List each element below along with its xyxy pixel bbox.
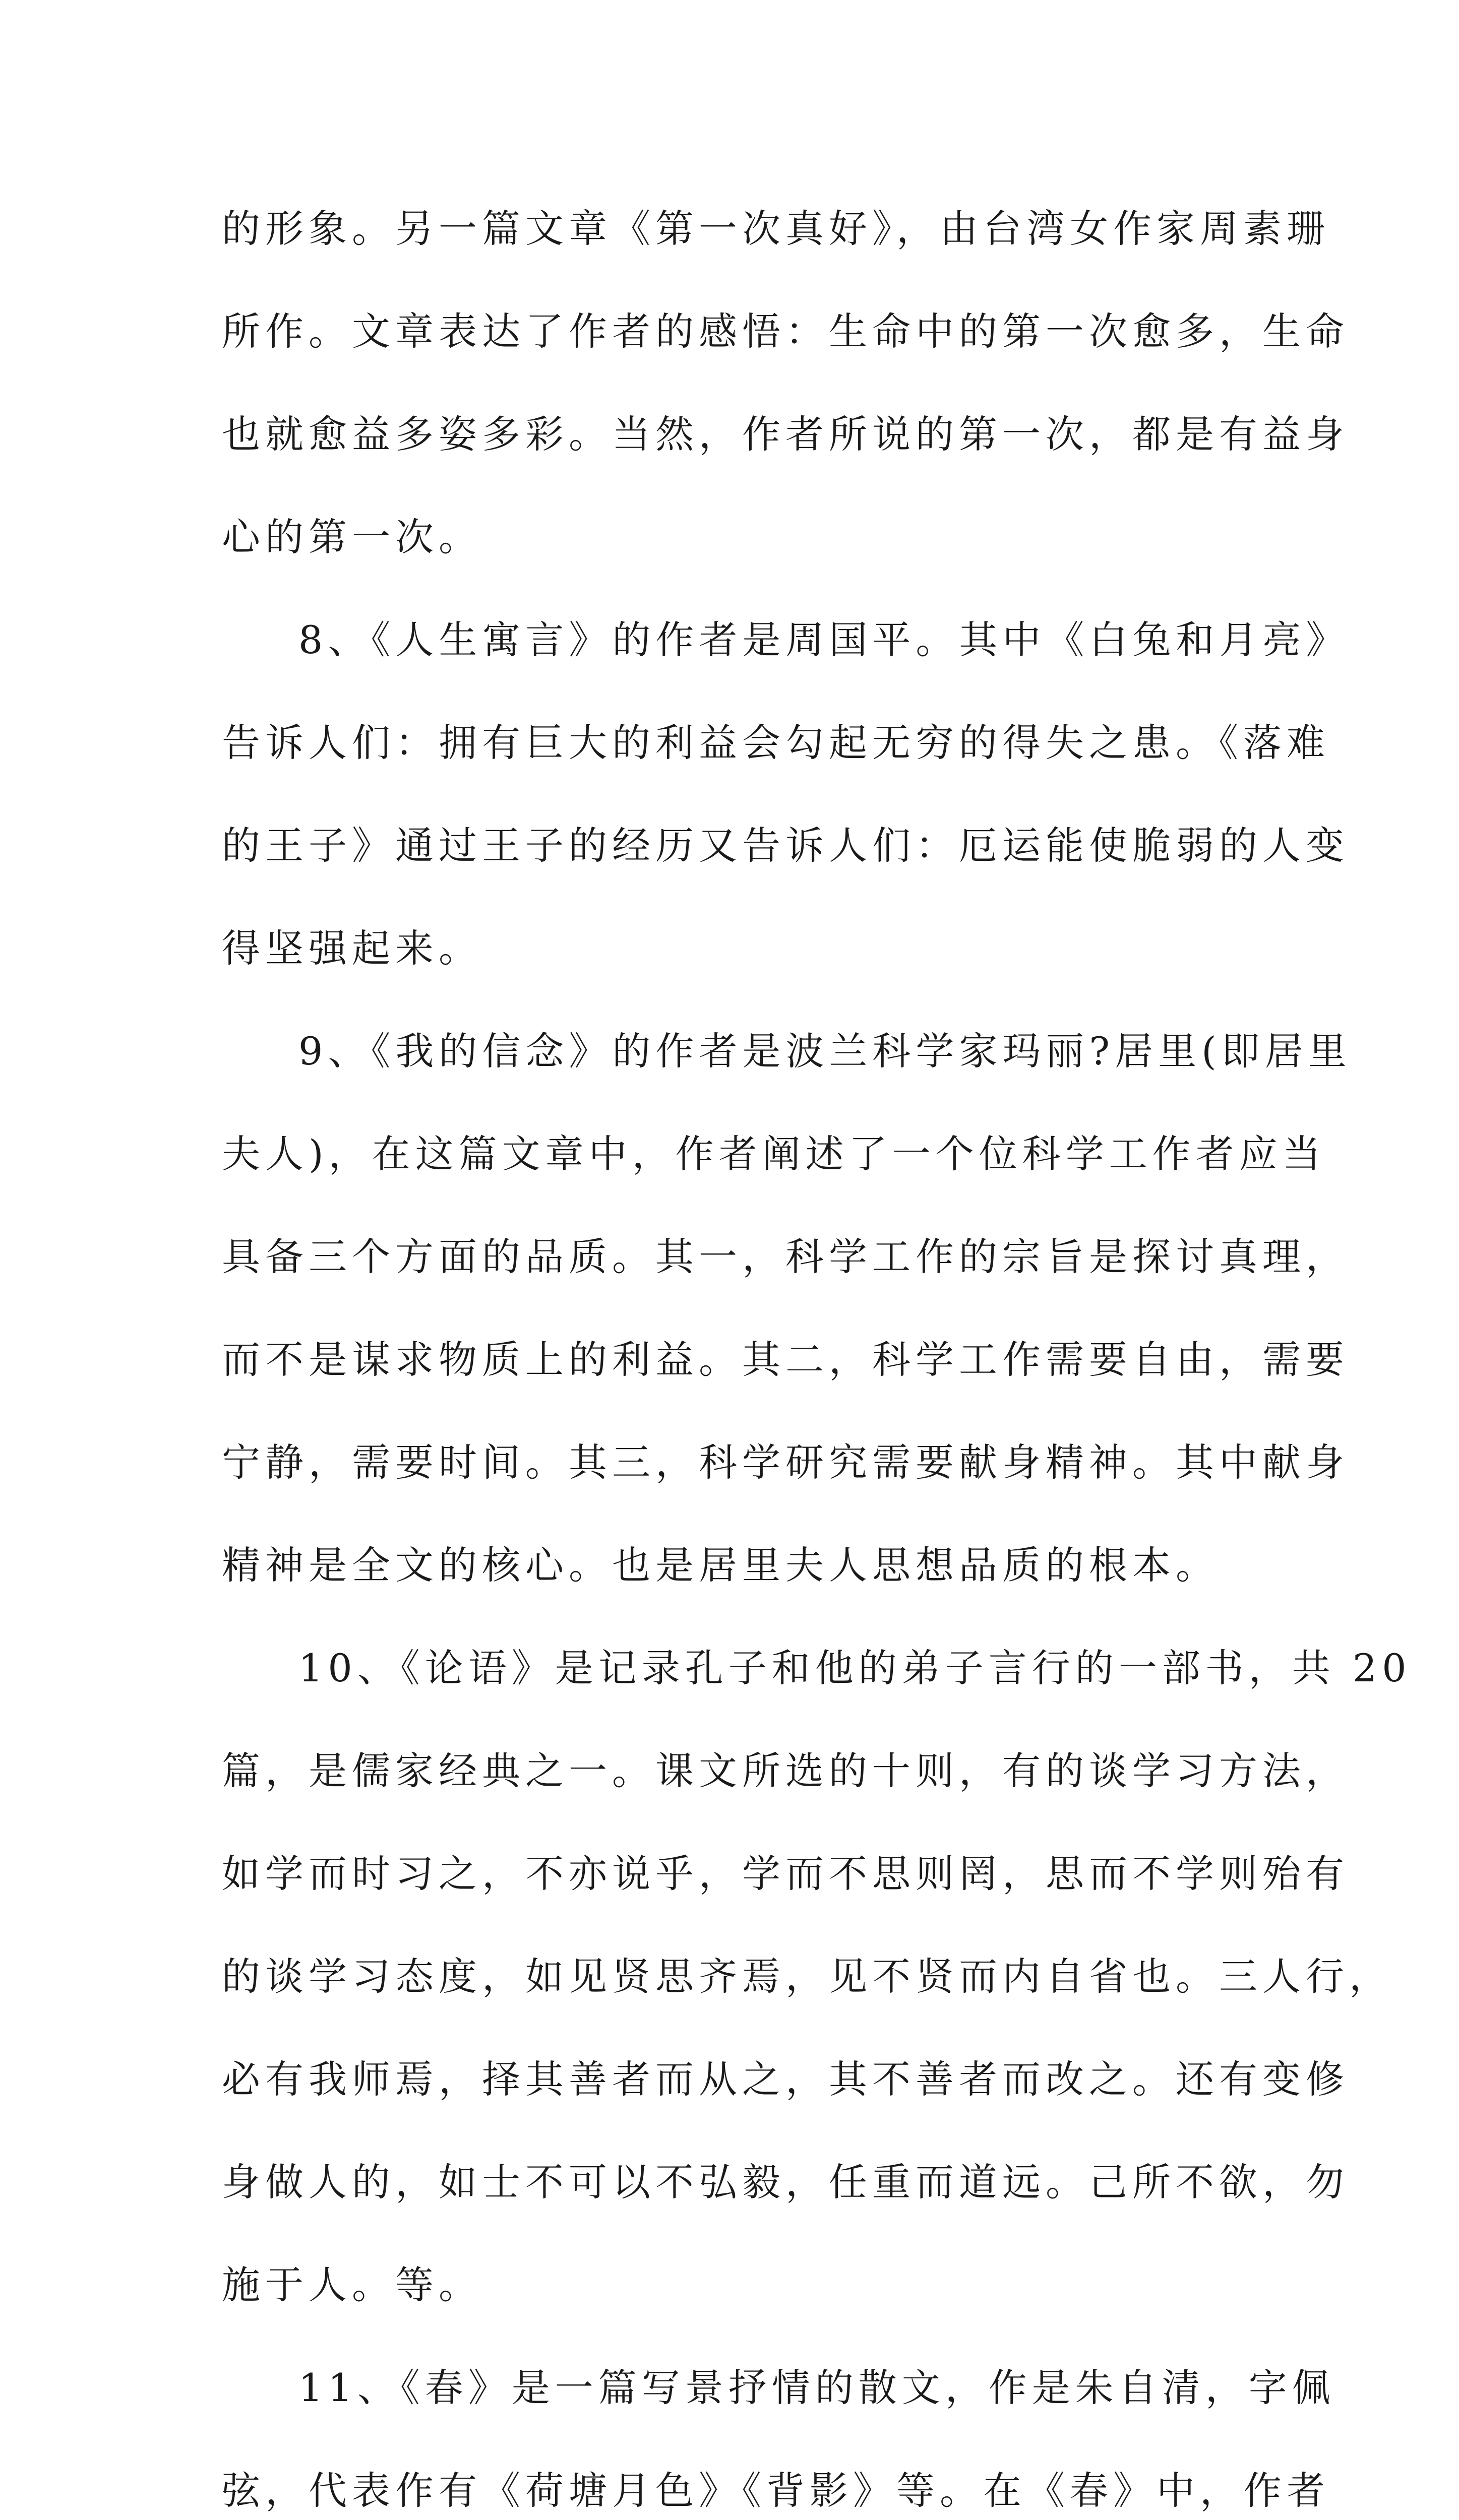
text-line: 施于人。等。 [222,2262,482,2307]
paragraph-start-line: 9、《我的信念》的作者是波兰科学家玛丽?居里(即居里 [298,1029,1352,1074]
text-line: 心的第一次。 [222,515,482,559]
paragraph-start-line: 8、《人生寓言》的作者是周国平。其中《白兔和月亮》 [298,617,1350,662]
text-line: 宁静，需要时间。其三，科学研究需要献身精神。其中献身 [222,1440,1349,1485]
text-line: 夫人)，在这篇文章中，作者阐述了一个位科学工作者应当 [222,1131,1326,1176]
text-line: 篇，是儒家经典之一。课文所选的十则，有的谈学习方法， [222,1748,1349,1793]
paragraph-start-line: 10、《论语》是记录孔子和他的弟子言行的一部书，共 20 [298,1646,1412,1690]
text-line: 也就愈益多姿多彩。当然，作者所说的第一次，都是有益身 [222,412,1349,457]
text-line: 的谈学习态度，如见贤思齐焉，见不贤而内自省也。三人行， [222,1954,1392,1999]
body-text [222,177,1412,2520]
text-line: 弦，代表作有《荷塘月色》《背影》等。在《春》中，作者 [222,2468,1330,2513]
text-line: 具备三个方面的品质。其一，科学工作的宗旨是探讨真理， [222,1234,1349,1279]
text-line: 而不是谋求物质上的利益。其二，科学工作需要自由，需要 [222,1337,1349,1382]
text-line: 如学而时习之，不亦说乎，学而不思则罔，思而不学则殆有 [222,1851,1349,1896]
text-line: 的形象。另一篇文章《第一次真好》，由台湾女作家周素珊 [222,206,1330,251]
text-line: 精神是全文的核心。也是居里夫人思想品质的根本。 [222,1543,1219,1588]
text-line: 所作。文章表达了作者的感悟：生命中的第一次愈多，生命 [222,309,1349,354]
paragraph-start-line: 11、《春》是一篇写景抒情的散文，作是朱自清，字佩 [298,2365,1335,2410]
text-line: 必有我师焉，择其善者而从之，其不善者而改之。还有变修 [222,2057,1349,2102]
text-line: 的王子》通过王子的经历又告诉人们：厄运能使脆弱的人变 [222,823,1349,868]
text-line: 告诉人们：拥有巨大的利益会勾起无穷的得失之患。《落难 [222,720,1330,765]
text-line: 得坚强起来。 [222,926,482,971]
text-line: 身做人的，如士不可以不弘毅，任重而道远。己所不欲，勿 [222,2160,1349,2204]
